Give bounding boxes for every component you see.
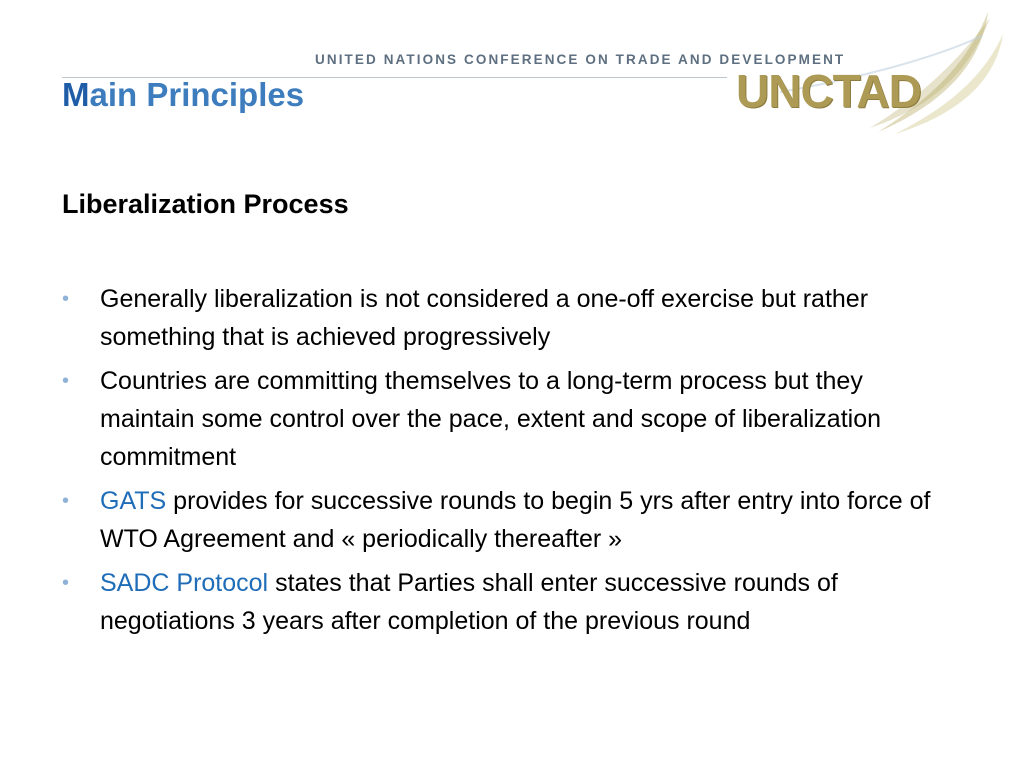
bullet-dot-icon: •: [62, 370, 70, 392]
title-first-letter: M: [62, 76, 90, 113]
bullet-item: [62, 362, 962, 476]
bullet-dot-icon: •: [62, 490, 70, 512]
bullet-dot-icon: •: [62, 288, 70, 310]
bullet-item: [62, 564, 962, 640]
bullet-text: Countries are committing themselves to a long-term process but they maintain some control over the pace, extent and scope of liberalization commitment: [100, 367, 882, 471]
section-heading: Liberalization Process: [62, 189, 349, 219]
title-rest: ain Principles: [89, 76, 305, 113]
slide-title: [62, 75, 304, 115]
bullet-dot-icon: •: [62, 572, 70, 594]
sadc-protocol-term: SADC Protocol: [100, 569, 269, 597]
bullet-text: provides for successive rounds to begin 5 yrs after entry into force of WTO Agreement and « periodically thereafter »: [100, 487, 931, 553]
bullet-item: [62, 482, 962, 558]
bullet-text: Generally liberalization is not considered a one-off exercise but rather something that is achieved progressively: [100, 285, 869, 351]
logo-wordmark: UNCTAD: [736, 65, 921, 117]
bullet-text: states that Parties shall enter successive rounds of negotiations 3 years after completion of the previous round: [100, 569, 838, 635]
organization-header: UNITED NATIONS CONFERENCE ON TRADE AND DEVELOPMENT: [315, 52, 846, 67]
gats-term: GATS: [100, 487, 167, 515]
bullet-item: [62, 280, 962, 356]
bullet-list: [62, 280, 962, 646]
unctad-logo: [720, 10, 1010, 135]
